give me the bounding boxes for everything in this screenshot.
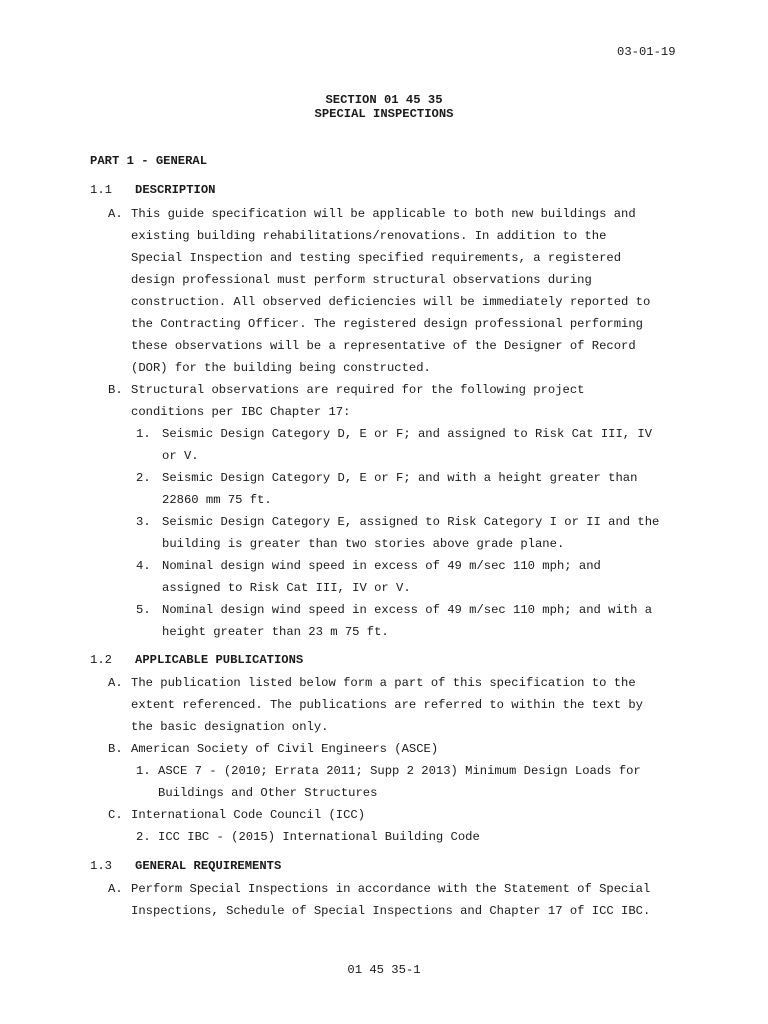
list-item-line: or V.: [162, 449, 199, 463]
paragraph-line: conditions per IBC Chapter 17:: [131, 405, 351, 419]
paragraph-line: the basic designation only.: [131, 720, 329, 734]
list-item-line: 22860 mm 75 ft.: [162, 493, 272, 507]
paragraph-marker: A.: [108, 207, 123, 221]
header-date: 03-01-19: [617, 45, 676, 59]
article-heading: GENERAL REQUIREMENTS: [135, 859, 282, 873]
paragraph-line: the Contracting Officer. The registered design professional performing: [131, 317, 643, 331]
paragraph-line: existing building rehabilitations/renovations. In addition to the: [131, 229, 607, 243]
paragraph-line: extent referenced. The publications are referred to within the text by: [131, 698, 643, 712]
paragraph-line: design professional must perform structural observations during: [131, 273, 592, 287]
paragraph-marker: A.: [108, 882, 123, 896]
article-number: 1.3: [90, 859, 112, 873]
paragraph-marker: B.: [108, 383, 123, 397]
list-item-number: 1.: [136, 764, 151, 778]
list-item-line: Nominal design wind speed in excess of 49 m/sec 110 mph; and with a: [162, 603, 653, 617]
paragraph-line: This guide specification will be applicable to both new buildings and: [131, 207, 636, 221]
paragraph-line: The publication listed below form a part of this specification to the: [131, 676, 636, 690]
paragraph-line: (DOR) for the building being constructed.: [131, 361, 431, 375]
paragraph-line: International Code Council (ICC): [131, 808, 366, 822]
list-item-number: 2.: [136, 471, 151, 485]
part-heading: PART 1 - GENERAL: [90, 154, 208, 168]
list-item-line: ASCE 7 - (2010; Errata 2011; Supp 2 2013) Minimum Design Loads for: [158, 764, 641, 778]
section-title: SPECIAL INSPECTIONS: [314, 107, 454, 121]
paragraph-marker: C.: [108, 808, 123, 822]
list-item-number: 4.: [136, 559, 151, 573]
list-item-line: Seismic Design Category E, assigned to Risk Category I or II and the: [162, 515, 660, 529]
paragraph-line: construction. All observed deficiencies will be immediately reported to: [131, 295, 651, 309]
list-item-number: 3.: [136, 515, 151, 529]
paragraph-line: these observations will be a representative of the Designer of Record: [131, 339, 636, 353]
list-item-line: Nominal design wind speed in excess of 49 m/sec 110 mph; and: [162, 559, 601, 573]
list-item-number: 2.: [136, 830, 151, 844]
paragraph-line: Inspections, Schedule of Special Inspections and Chapter 17 of ICC IBC.: [131, 904, 651, 918]
article-heading: DESCRIPTION: [135, 183, 216, 197]
paragraph-line: American Society of Civil Engineers (ASCE): [131, 742, 439, 756]
paragraph-marker: A.: [108, 676, 123, 690]
list-item-line: Buildings and Other Structures: [158, 786, 378, 800]
page-number: 01 45 35-1: [347, 963, 421, 977]
list-item-line: ICC IBC - (2015) International Building Code: [158, 830, 480, 844]
paragraph-marker: B.: [108, 742, 123, 756]
article-number: 1.2: [90, 653, 112, 667]
list-item-line: assigned to Risk Cat III, IV or V.: [162, 581, 411, 595]
list-item-line: building is greater than two stories above grade plane.: [162, 537, 565, 551]
paragraph-line: Structural observations are required for the following project: [131, 383, 585, 397]
list-item-line: Seismic Design Category D, E or F; and with a height greater than: [162, 471, 638, 485]
paragraph-line: Special Inspection and testing specified requirements, a registered: [131, 251, 622, 265]
paragraph-line: Perform Special Inspections in accordance with the Statement of Special: [131, 882, 651, 896]
article-heading: APPLICABLE PUBLICATIONS: [135, 653, 304, 667]
list-item-number: 5.: [136, 603, 151, 617]
list-item-line: height greater than 23 m 75 ft.: [162, 625, 389, 639]
article-number: 1.1: [90, 183, 112, 197]
section-number: SECTION 01 45 35: [325, 93, 443, 107]
list-item-line: Seismic Design Category D, E or F; and assigned to Risk Cat III, IV: [162, 427, 653, 441]
list-item-number: 1.: [136, 427, 151, 441]
